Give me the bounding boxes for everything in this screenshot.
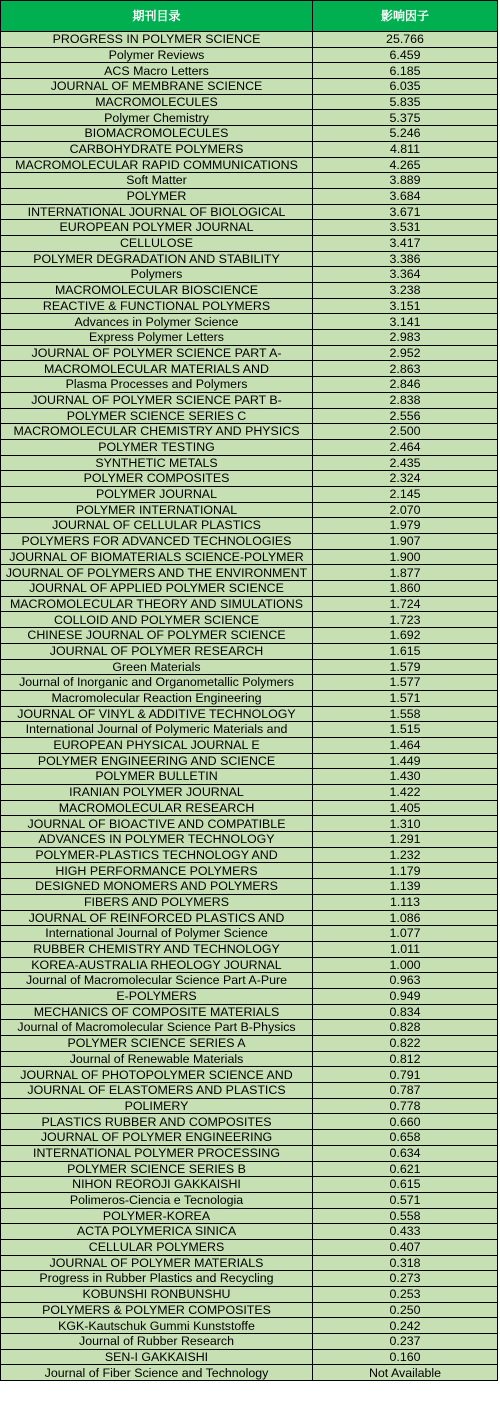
journal-name-cell: Journal of Macromolecular Science Part A-Pure (1, 973, 313, 989)
impact-factor-cell: 1.907 (313, 534, 498, 550)
table-row (1, 1239, 498, 1255)
table-row (1, 1177, 498, 1193)
impact-factor-cell: 0.621 (313, 1161, 498, 1177)
impact-factor-cell: 0.949 (313, 988, 498, 1004)
impact-factor-cell: 1.139 (313, 879, 498, 895)
journal-name-cell: JOURNAL OF MEMBRANE SCIENCE (1, 79, 313, 95)
table-row (1, 314, 498, 330)
journal-name-cell: EUROPEAN POLYMER JOURNAL (1, 220, 313, 236)
impact-factor-cell: 1.577 (313, 675, 498, 691)
table-row (1, 1145, 498, 1161)
table-row (1, 1334, 498, 1350)
journal-name-cell: ACS Macro Letters (1, 63, 313, 79)
journal-name-cell: HIGH PERFORMANCE POLYMERS (1, 863, 313, 879)
impact-factor-cell: 0.787 (313, 1083, 498, 1099)
journal-name-cell: POLYMER TESTING (1, 439, 313, 455)
journal-name-cell: JOURNAL OF POLYMER MATERIALS (1, 1255, 313, 1271)
impact-factor-cell: 0.834 (313, 1004, 498, 1020)
impact-factor-cell: 5.246 (313, 126, 498, 142)
table-row (1, 408, 498, 424)
table-row (1, 126, 498, 142)
impact-factor-cell: 3.364 (313, 267, 498, 283)
impact-factor-cell: 0.963 (313, 973, 498, 989)
journal-name-cell: POLYMER COMPOSITES (1, 471, 313, 487)
journal-name-cell: POLYMER ENGINEERING AND SCIENCE (1, 753, 313, 769)
impact-factor-cell: 1.877 (313, 565, 498, 581)
journal-name-cell: INTERNATIONAL JOURNAL OF BIOLOGICAL (1, 204, 313, 220)
impact-factor-cell: 0.558 (313, 1208, 498, 1224)
impact-factor-cell: 3.684 (313, 188, 498, 204)
table-row (1, 1192, 498, 1208)
impact-factor-cell: 2.846 (313, 377, 498, 393)
journal-name-cell: JOURNAL OF POLYMER ENGINEERING (1, 1130, 313, 1146)
journal-name-cell: MACROMOLECULAR RAPID COMMUNICATIONS (1, 157, 313, 173)
journal-name-cell: DESIGNED MONOMERS AND POLYMERS (1, 879, 313, 895)
journal-name-cell: NIHON REOROJI GAKKAISHI (1, 1177, 313, 1193)
journal-name-cell: JOURNAL OF POLYMER SCIENCE PART B- (1, 392, 313, 408)
table-row (1, 486, 498, 502)
impact-factor-cell: 0.812 (313, 1051, 498, 1067)
table-row (1, 361, 498, 377)
journal-name-cell: Journal of Macromolecular Science Part B-Physics (1, 1020, 313, 1036)
table-row (1, 879, 498, 895)
table-row (1, 220, 498, 236)
impact-factor-cell: 1.615 (313, 643, 498, 659)
impact-factor-cell: 2.324 (313, 471, 498, 487)
impact-factor-cell: 5.835 (313, 94, 498, 110)
journal-name-cell: POLYMER (1, 188, 313, 204)
journal-name-cell: ADVANCES IN POLYMER TECHNOLOGY (1, 832, 313, 848)
table-row (1, 157, 498, 173)
impact-factor-cell: 1.571 (313, 690, 498, 706)
impact-factor-cell: 3.386 (313, 251, 498, 267)
impact-factor-cell: 1.113 (313, 894, 498, 910)
journal-name-cell: POLYMER DEGRADATION AND STABILITY (1, 251, 313, 267)
table-row (1, 32, 498, 48)
impact-factor-cell: 3.531 (313, 220, 498, 236)
journal-name-cell: Soft Matter (1, 173, 313, 189)
table-row (1, 330, 498, 346)
impact-factor-cell: 2.435 (313, 455, 498, 471)
table-row (1, 1287, 498, 1303)
impact-factor-cell: 1.464 (313, 737, 498, 753)
journal-name-cell: Journal of Inorganic and Organometallic Polymers (1, 675, 313, 691)
impact-factor-cell: 0.571 (313, 1192, 498, 1208)
impact-factor-cell: 4.265 (313, 157, 498, 173)
journal-name-cell: JOURNAL OF APPLIED POLYMER SCIENCE (1, 581, 313, 597)
journal-name-cell: KOBUNSHI RONBUNSHU (1, 1287, 313, 1303)
table-row (1, 455, 498, 471)
impact-factor-cell: 6.185 (313, 63, 498, 79)
journal-name-cell: E-POLYMERS (1, 988, 313, 1004)
table-row (1, 1302, 498, 1318)
journal-name-cell: POLYMER JOURNAL (1, 486, 313, 502)
impact-factor-cell: 1.077 (313, 926, 498, 942)
table-row (1, 1255, 498, 1271)
journal-name-cell: MACROMOLECULES (1, 94, 313, 110)
table-row (1, 502, 498, 518)
journal-name-cell: FIBERS AND POLYMERS (1, 894, 313, 910)
table-row (1, 392, 498, 408)
impact-factor-cell: 1.291 (313, 832, 498, 848)
table-row (1, 581, 498, 597)
impact-factor-cell: 1.515 (313, 722, 498, 738)
table-row (1, 612, 498, 628)
impact-factor-cell: 1.579 (313, 659, 498, 675)
table-row (1, 926, 498, 942)
impact-factor-cell: 2.952 (313, 345, 498, 361)
impact-factor-cell: 1.558 (313, 706, 498, 722)
journal-name-cell: Plasma Processes and Polymers (1, 377, 313, 393)
journal-name-cell: REACTIVE & FUNCTIONAL POLYMERS (1, 298, 313, 314)
journal-column-header: 期刊目录 (1, 1, 313, 32)
journal-name-cell: Polimeros-Ciencia e Tecnologia (1, 1192, 313, 1208)
journal-name-cell: BIOMACROMOLECULES (1, 126, 313, 142)
table-row (1, 1067, 498, 1083)
impact-factor-cell: 1.000 (313, 957, 498, 973)
impact-factor-cell: 3.141 (313, 314, 498, 330)
journal-name-cell: POLYMER SCIENCE SERIES C (1, 408, 313, 424)
journal-name-cell: International Journal of Polymer Science (1, 926, 313, 942)
table-row (1, 251, 498, 267)
journal-name-cell: MECHANICS OF COMPOSITE MATERIALS (1, 1004, 313, 1020)
impact-factor-cell: 6.459 (313, 47, 498, 63)
impact-factor-cell: 0.828 (313, 1020, 498, 1036)
journal-name-cell: POLIMERY (1, 1098, 313, 1114)
impact-factor-cell: 2.145 (313, 486, 498, 502)
journal-name-cell: POLYMER-KOREA (1, 1208, 313, 1224)
table-row (1, 534, 498, 550)
impact-factor-cell: 3.151 (313, 298, 498, 314)
journal-name-cell: JOURNAL OF PHOTOPOLYMER SCIENCE AND (1, 1067, 313, 1083)
journal-name-cell: ACTA POLYMERICA SINICA (1, 1224, 313, 1240)
table-row (1, 628, 498, 644)
impact-factor-cell: 2.464 (313, 439, 498, 455)
impact-factor-cell: 2.500 (313, 424, 498, 440)
impact-factor-cell: 0.822 (313, 1036, 498, 1052)
journal-name-cell: JOURNAL OF ELASTOMERS AND PLASTICS (1, 1083, 313, 1099)
impact-factor-cell: 4.811 (313, 141, 498, 157)
table-row (1, 173, 498, 189)
table-row (1, 1161, 498, 1177)
table-row (1, 832, 498, 848)
table-row (1, 1020, 498, 1036)
impact-factor-cell: 0.407 (313, 1239, 498, 1255)
journal-name-cell: POLYMERS FOR ADVANCED TECHNOLOGIES (1, 534, 313, 550)
journal-name-cell: MACROMOLECULAR CHEMISTRY AND PHYSICS (1, 424, 313, 440)
impact-factor-cell: 0.160 (313, 1349, 498, 1365)
table-row (1, 549, 498, 565)
journal-name-cell: PROGRESS IN POLYMER SCIENCE (1, 32, 313, 48)
table-row (1, 110, 498, 126)
impact-factor-cell: 0.791 (313, 1067, 498, 1083)
journal-name-cell: POLYMER-PLASTICS TECHNOLOGY AND (1, 847, 313, 863)
table-row (1, 847, 498, 863)
table-row (1, 706, 498, 722)
table-row (1, 863, 498, 879)
journal-name-cell: JOURNAL OF BIOMATERIALS SCIENCE-POLYMER (1, 549, 313, 565)
table-body (1, 32, 498, 1381)
journal-name-cell: CARBOHYDRATE POLYMERS (1, 141, 313, 157)
impact-factor-cell: 1.860 (313, 581, 498, 597)
journal-name-cell: Journal of Fiber Science and Technology (1, 1365, 313, 1381)
table-row (1, 753, 498, 769)
table-row (1, 79, 498, 95)
impact-factor-cell: 3.671 (313, 204, 498, 220)
impact-factor-cell: 1.232 (313, 847, 498, 863)
impact-factor-cell: 0.433 (313, 1224, 498, 1240)
impact-factor-cell: 0.658 (313, 1130, 498, 1146)
journal-name-cell: CELLULOSE (1, 235, 313, 251)
journal-name-cell: JOURNAL OF POLYMER SCIENCE PART A- (1, 345, 313, 361)
table-row (1, 957, 498, 973)
table-row (1, 1271, 498, 1287)
impact-factor-cell: 1.405 (313, 800, 498, 816)
journal-name-cell: Progress in Rubber Plastics and Recycling (1, 1271, 313, 1287)
journal-name-cell: Polymer Chemistry (1, 110, 313, 126)
table-row (1, 1098, 498, 1114)
journal-name-cell: MACROMOLECULAR RESEARCH (1, 800, 313, 816)
table-row (1, 1004, 498, 1020)
impact-factor-cell: 2.983 (313, 330, 498, 346)
journal-name-cell: POLYMERS & POLYMER COMPOSITES (1, 1302, 313, 1318)
journal-name-cell: Macromolecular Reaction Engineering (1, 690, 313, 706)
journal-name-cell: CHINESE JOURNAL OF POLYMER SCIENCE (1, 628, 313, 644)
table-row (1, 1318, 498, 1334)
journal-name-cell: Journal of Rubber Research (1, 1334, 313, 1350)
journal-name-cell: MACROMOLECULAR MATERIALS AND (1, 361, 313, 377)
table-row (1, 424, 498, 440)
table-row (1, 941, 498, 957)
impact-factor-cell: 0.237 (313, 1334, 498, 1350)
table-row (1, 188, 498, 204)
journal-name-cell: Polymer Reviews (1, 47, 313, 63)
table-row (1, 690, 498, 706)
impact-factor-cell: 6.035 (313, 79, 498, 95)
table-row (1, 1036, 498, 1052)
impact-factor-cell: Not Available (313, 1365, 498, 1381)
table-row (1, 267, 498, 283)
table-row (1, 769, 498, 785)
table-row (1, 722, 498, 738)
impact-factor-cell: 1.724 (313, 596, 498, 612)
table-row (1, 63, 498, 79)
table-row (1, 1130, 498, 1146)
journal-name-cell: International Journal of Polymeric Materials and (1, 722, 313, 738)
table-row (1, 518, 498, 534)
impact-factor-cell: 2.863 (313, 361, 498, 377)
table-header-row (1, 1, 498, 32)
journal-name-cell: EUROPEAN PHYSICAL JOURNAL E (1, 737, 313, 753)
journal-name-cell: SEN-I GAKKAISHI (1, 1349, 313, 1365)
journal-name-cell: MACROMOLECULAR THEORY AND SIMULATIONS (1, 596, 313, 612)
table-row (1, 141, 498, 157)
impact-factor-cell: 1.979 (313, 518, 498, 534)
journal-name-cell: KGK-Kautschuk Gummi Kunststoffe (1, 1318, 313, 1334)
table-row (1, 283, 498, 299)
table-row (1, 439, 498, 455)
journal-name-cell: Express Polymer Letters (1, 330, 313, 346)
table-row (1, 596, 498, 612)
journal-name-cell: JOURNAL OF POLYMERS AND THE ENVIRONMENT (1, 565, 313, 581)
journal-name-cell: POLYMER SCIENCE SERIES B (1, 1161, 313, 1177)
journal-name-cell: KOREA-AUSTRALIA RHEOLOGY JOURNAL (1, 957, 313, 973)
journal-name-cell: POLYMER BULLETIN (1, 769, 313, 785)
table-row (1, 659, 498, 675)
journal-name-cell: POLYMER INTERNATIONAL (1, 502, 313, 518)
table-row (1, 94, 498, 110)
table-row (1, 1083, 498, 1099)
impact-factor-cell: 1.900 (313, 549, 498, 565)
journal-name-cell: JOURNAL OF POLYMER RESEARCH (1, 643, 313, 659)
impact-factor-cell: 1.430 (313, 769, 498, 785)
table-row (1, 816, 498, 832)
impact-factor-cell: 1.449 (313, 753, 498, 769)
table-row (1, 298, 498, 314)
impact-factor-cell: 0.253 (313, 1287, 498, 1303)
journal-name-cell: SYNTHETIC METALS (1, 455, 313, 471)
impact-factor-cell: 0.778 (313, 1098, 498, 1114)
impact-factor-cell: 0.615 (313, 1177, 498, 1193)
table-row (1, 1349, 498, 1365)
table-row (1, 894, 498, 910)
table-row (1, 675, 498, 691)
impact-factor-cell: 5.375 (313, 110, 498, 126)
impact-factor-cell: 0.318 (313, 1255, 498, 1271)
journal-name-cell: JOURNAL OF CELLULAR PLASTICS (1, 518, 313, 534)
journal-name-cell: JOURNAL OF BIOACTIVE AND COMPATIBLE (1, 816, 313, 832)
table-row (1, 1114, 498, 1130)
journal-name-cell: IRANIAN POLYMER JOURNAL (1, 785, 313, 801)
table-row (1, 785, 498, 801)
impact-factor-cell: 1.011 (313, 941, 498, 957)
journal-name-cell: Polymers (1, 267, 313, 283)
journal-name-cell: Journal of Renewable Materials (1, 1051, 313, 1067)
journal-name-cell: RUBBER CHEMISTRY AND TECHNOLOGY (1, 941, 313, 957)
impact-factor-cell: 3.417 (313, 235, 498, 251)
table-row (1, 973, 498, 989)
impact-factor-cell: 0.273 (313, 1271, 498, 1287)
table-row (1, 988, 498, 1004)
table-row (1, 47, 498, 63)
table-row (1, 377, 498, 393)
impact-factor-cell: 25.766 (313, 32, 498, 48)
impact-factor-cell: 0.250 (313, 1302, 498, 1318)
impact-factor-cell: 2.556 (313, 408, 498, 424)
impact-factor-cell: 1.422 (313, 785, 498, 801)
table-row (1, 204, 498, 220)
impact-factor-cell: 3.889 (313, 173, 498, 189)
table-row (1, 471, 498, 487)
journal-name-cell: JOURNAL OF REINFORCED PLASTICS AND (1, 910, 313, 926)
journal-name-cell: JOURNAL OF VINYL & ADDITIVE TECHNOLOGY (1, 706, 313, 722)
journal-name-cell: POLYMER SCIENCE SERIES A (1, 1036, 313, 1052)
table-row (1, 1051, 498, 1067)
journal-name-cell: INTERNATIONAL POLYMER PROCESSING (1, 1145, 313, 1161)
table-row (1, 737, 498, 753)
impact-factor-cell: 0.634 (313, 1145, 498, 1161)
impact-factor-cell: 2.838 (313, 392, 498, 408)
table-row (1, 910, 498, 926)
journal-name-cell: COLLOID AND POLYMER SCIENCE (1, 612, 313, 628)
impact-factor-cell: 2.070 (313, 502, 498, 518)
table-row (1, 345, 498, 361)
table-row (1, 1365, 498, 1381)
journal-name-cell: CELLULAR POLYMERS (1, 1239, 313, 1255)
journal-name-cell: PLASTICS RUBBER AND COMPOSITES (1, 1114, 313, 1130)
journal-name-cell: Advances in Polymer Science (1, 314, 313, 330)
table-row (1, 235, 498, 251)
impact-factor-cell: 1.692 (313, 628, 498, 644)
table-row (1, 1224, 498, 1240)
journal-name-cell: Green Materials (1, 659, 313, 675)
impact-factor-cell: 3.238 (313, 283, 498, 299)
impact-factor-cell: 0.242 (313, 1318, 498, 1334)
impact-column-header: 影响因子 (313, 1, 498, 32)
impact-factor-cell: 1.179 (313, 863, 498, 879)
table-row (1, 800, 498, 816)
impact-factor-cell: 1.310 (313, 816, 498, 832)
impact-factor-cell: 0.660 (313, 1114, 498, 1130)
impact-factor-cell: 1.086 (313, 910, 498, 926)
journal-name-cell: MACROMOLECULAR BIOSCIENCE (1, 283, 313, 299)
impact-factor-cell: 1.723 (313, 612, 498, 628)
table-row (1, 643, 498, 659)
table-row (1, 565, 498, 581)
table-row (1, 1208, 498, 1224)
